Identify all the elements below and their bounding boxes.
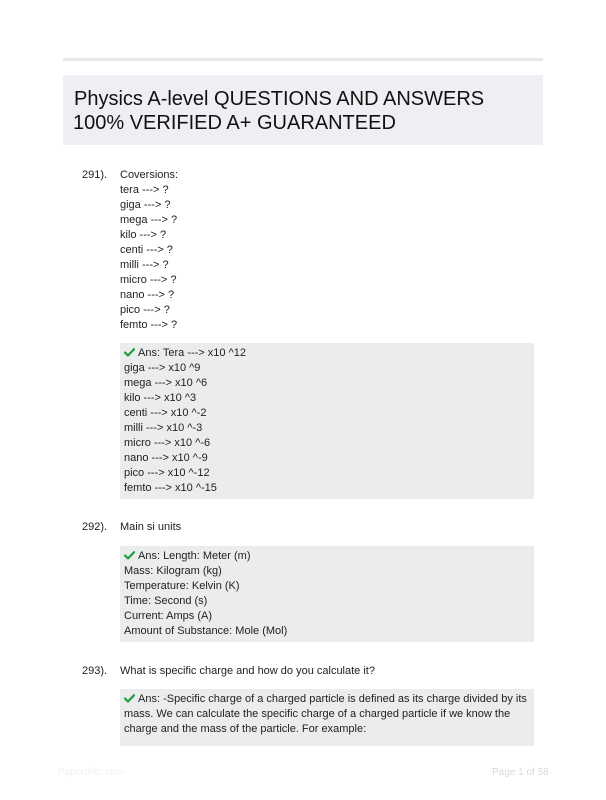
check-icon [124,348,135,357]
answer-line: micro ---> x10 ^-6 [124,437,211,449]
question-number: 291). [82,169,108,181]
answer-line: Current: Amps (A) [124,610,213,622]
question-line: What is specific charge and how do you calculate it? [120,665,375,677]
question-text [120,168,530,333]
answer-line: Mass: Kilogram (kg) [124,565,222,577]
question-line: centi ---> ? [120,244,173,256]
question-line: milli ---> ? [120,259,169,271]
question-line: tera ---> ? [120,184,169,196]
footer-watermark: Papertfiltc.com [58,767,125,778]
question-line: micro ---> ? [120,274,177,286]
check-icon [124,551,135,560]
answer-box-292 [120,546,534,642]
question-line: giga ---> ? [120,199,171,211]
answer-line: femto ---> x10 ^-15 [124,482,217,494]
answer-line: kilo ---> x10 ^3 [124,392,197,404]
question-line: Coversions: [120,169,179,181]
question-line: Main si units [120,521,182,533]
answer-line: centi ---> x10 ^-2 [124,407,207,419]
top-divider [63,58,543,61]
answer-line: mega ---> x10 ^6 [124,377,208,389]
question-text [120,520,530,535]
answer-line: Ans: Tera ---> x10 ^12 [138,347,246,359]
answer-line: giga ---> x10 ^9 [124,362,201,374]
answer-line: Temperature: Kelvin (K) [124,580,240,592]
title-line-1: Physics A-level QUESTIONS AND ANSWERS [74,88,485,110]
answer-line: Ans: Length: Meter (m) [138,550,251,562]
question-text [120,664,530,679]
answer-box-291 [120,343,534,499]
question-line: kilo ---> ? [120,229,167,241]
title-line-2: 100% VERIFIED A+ GUARANTEED [73,112,396,134]
answer-line: Time: Second (s) [124,595,208,607]
answer-line: milli ---> x10 ^-3 [124,422,203,434]
question-line: pico ---> ? [120,304,170,316]
check-icon [124,694,135,703]
document-title [63,75,543,145]
question-line: nano ---> ? [120,289,175,301]
question-number: 292). [82,521,108,533]
question-number: 293). [82,665,108,677]
answer-line: pico ---> x10 ^-12 [124,467,210,479]
answer-line: Ans: -Specific charge of a charged particle is defined as its charge divided by its mass. We can calculate the specific charge of a charged particle if we know the charge and the mass of the particle. For example: [124,693,527,735]
answer-line: nano ---> x10 ^-9 [124,452,208,464]
page-number: Page 1 of 58 [492,767,549,778]
question-line: mega ---> ? [120,214,178,226]
answer-box-293 [120,689,534,746]
answer-line: Amount of Substance: Mole (Mol) [124,625,288,637]
question-line: femto ---> ? [120,319,178,331]
